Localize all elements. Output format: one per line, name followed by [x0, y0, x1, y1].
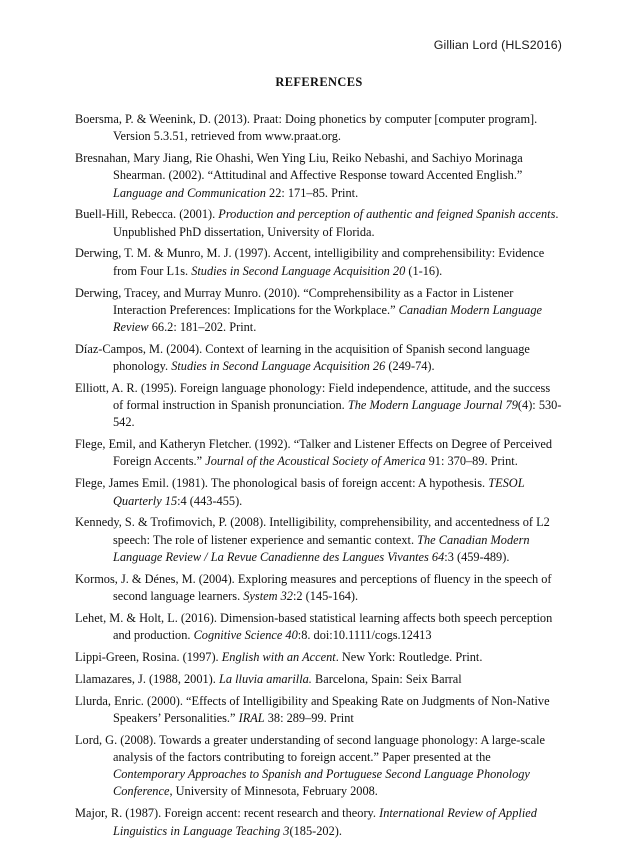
reference-entry [75, 475, 563, 509]
running-header: Gillian Lord (HLS2016) [433, 38, 562, 52]
reference-italic-text: Cognitive Science 40 [193, 628, 298, 643]
reference-text: Kennedy, S. & Trofimovich, P. (2008). Intelligibility, comprehensibility, and accentedness of L2 speech: The role of listener experience and semantic context. [75, 515, 550, 547]
reference-italic-text: La lluvia amarilla. [218, 671, 312, 686]
reference-italic-text: Journal of the Acoustical Society of America [205, 454, 426, 469]
reference-entry [75, 380, 563, 432]
reference-text: Barcelona, Spain: Seix Barral [311, 671, 462, 686]
reference-text: (1-16). [405, 263, 443, 278]
reference-text: 22: 171–85. Print. [265, 185, 359, 200]
reference-text: 91: 370–89. Print. [425, 454, 518, 469]
reference-entry [75, 671, 563, 688]
reference-text: 66.2: 181–202. Print. [148, 319, 257, 334]
reference-text: :4 (443-455). [177, 493, 243, 508]
reference-text: :2 (145-164). [292, 588, 359, 603]
reference-entry [75, 150, 563, 202]
reference-text: :3 (459-489). [444, 549, 510, 564]
reference-italic-text: The Canadian Modern Language Review / La Revue Canadienne des Langues Vivantes 64 [113, 532, 530, 564]
reference-text: Derwing, T. M. & Munro, M. J. (1997). Accent, intelligibility and comprehensibility: Evidence from Four L1s. [75, 246, 545, 278]
reference-entry [75, 514, 563, 566]
reference-italic-text: International Review of Applied Linguistics in Language Teaching 3 [113, 806, 537, 838]
reference-text: Lehet, M. & Holt, L. (2016). Dimension-based statistical learning affects both speech perception and production. [75, 610, 553, 643]
reference-italic-text: TESOL Quarterly 15 [113, 476, 525, 508]
reference-entry [75, 693, 563, 727]
reference-text: Major, R. (1987). Foreign accent: recent research and theory. [75, 806, 380, 821]
reference-entry [75, 571, 563, 605]
page-title: REFERENCES [275, 75, 363, 89]
reference-text: Boersma, P. & Weenink, D. (2013). Praat: Doing phonetics by computer [computer program]. Version 5.3.51, retrieved from www.praat.org. [75, 112, 538, 144]
reference-text: :8. doi:10.1111/cogs.12413 [297, 628, 432, 643]
reference-italic-text: English with an Accent [221, 649, 336, 664]
reference-entry [75, 610, 563, 644]
reference-italic-text: System 32 [243, 588, 293, 603]
reference-entry [75, 341, 563, 375]
reference-italic-text: Canadian Modern Language Review [113, 302, 542, 334]
reference-text: (249-74). [385, 359, 435, 374]
reference-list [75, 111, 563, 844]
reference-text: . Unpublished PhD dissertation, University of Florida. [113, 207, 559, 239]
reference-entry [75, 285, 563, 337]
reference-text: Llamazares, J. (1988, 2001). [75, 671, 219, 686]
reference-italic-text: Studies in Second Language Acquisition 26 [171, 359, 386, 374]
reference-text: 38: 289–99. Print [264, 710, 354, 725]
reference-text: Díaz-Campos, M. (2004). Context of learning in the acquisition of Spanish second language phonology. [75, 341, 530, 374]
reference-text: Lord, G. (2008). Towards a greater understanding of second language phonology: A large-scale analysis of the factors contributing to foreign accent.” Paper presented at the [75, 732, 546, 765]
reference-text: Flege, Emil, and Katheryn Fletcher. (1992). “Talker and Listener Effects on Degree of Perceived Foreign Accents.” [75, 437, 553, 469]
reference-text: (185-202). [289, 823, 342, 838]
reference-entry [75, 436, 563, 470]
reference-italic-text: The Modern Language Journal 79 [347, 398, 518, 413]
reference-text: Lippi-Green, Rosina. (1997). [75, 649, 222, 664]
reference-text: Bresnahan, Mary Jiang, Rie Ohashi, Wen Ying Liu, Reiko Nebashi, and Sachiyo Morinaga Shearman. (2002). “Attitudinal and Affective Response toward Accented English.” [75, 151, 523, 183]
reference-text: Buell-Hill, Rebecca. (2001). [75, 207, 219, 222]
reference-entry [75, 649, 563, 666]
reference-text: Llurda, Enric. (2000). “Effects of Intelligibility and Speaking Rate on Judgments of Non-Native Speakers’ Personalities.” [75, 693, 550, 725]
reference-text: Flege, James Emil. (1981). The phonological basis of foreign accent: A hypothesis. [75, 476, 489, 491]
reference-entry [75, 245, 563, 279]
reference-entry [75, 732, 563, 801]
reference-italic-text: Production and perception of authentic and feigned Spanish accents [218, 207, 556, 222]
reference-text: (4): 530-542. [113, 398, 562, 430]
reference-italic-text: Contemporary Approaches to Spanish and Portuguese Second Language Phonology Conference [113, 767, 530, 799]
reference-italic-text: Studies in Second Language Acquisition 20 [191, 263, 406, 278]
reference-text: Elliott, A. R. (1995). Foreign language phonology: Field independence, attitude, and the success of formal instruction in Spanish pronunciation. [75, 380, 551, 413]
reference-italic-text: IRAL [238, 710, 265, 725]
reference-entry [75, 805, 563, 839]
reference-text: Kormos, J. & Dénes, M. (2004). Exploring measures and perceptions of fluency in the speech of second language learners. [75, 571, 552, 603]
reference-entry [75, 111, 563, 145]
reference-text: , University of Minnesota, February 2008. [169, 784, 378, 799]
reference-text: Derwing, Tracey, and Murray Munro. (2010). “Comprehensibility as a Factor in Listener Interaction Preferences: Implications for the Workplace.” [75, 285, 514, 317]
reference-italic-text: Language and Communication [113, 185, 266, 200]
reference-entry [75, 206, 563, 240]
reference-text: . New York: Routledge. Print. [335, 649, 483, 664]
